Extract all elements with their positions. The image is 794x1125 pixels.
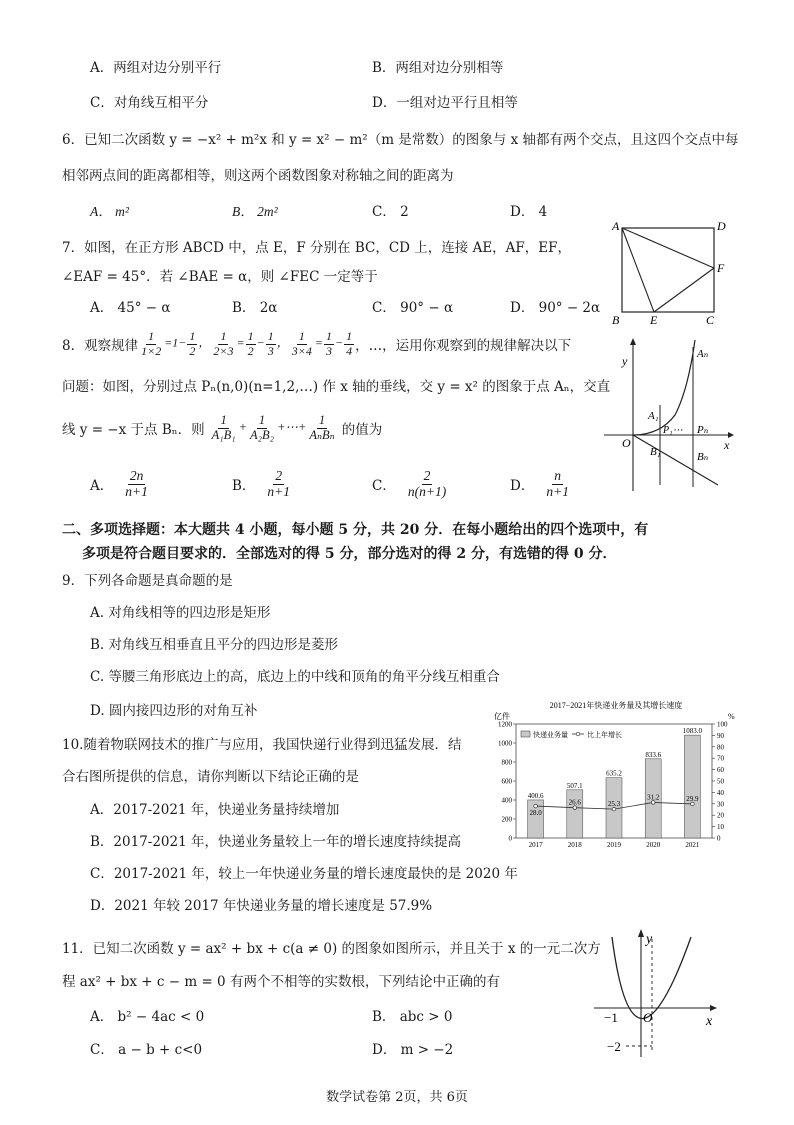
parabola-curve <box>633 340 695 435</box>
bar-value-label: 833.6 <box>645 750 662 759</box>
q10-option-c: C．2017-2021 年，较上一年快递业务量的增长速度最快的是 2020 年 <box>90 866 518 882</box>
section2-line2: 多项是符合题目要求的．全部选对的得 5 分，部分选对的得 2 分，有选错的得 0 分． <box>82 546 617 562</box>
section2-line1: 二、多项选择题：本大题共 4 小题，每小题 5 分，共 20 分．在每小题给出的四个选项中，有 <box>62 522 649 538</box>
q8-frac-den: 3 <box>325 343 332 358</box>
q8-intro: 8．观察规律 <box>62 338 139 354</box>
q8-option-d <box>510 464 572 504</box>
legend-bar-swatch <box>521 731 530 737</box>
q8-line3-tail: 的值为 <box>341 422 383 438</box>
q6-option-a: A． m² <box>90 204 129 219</box>
q8-label-bn: Bₙ <box>697 451 709 463</box>
right-tick-label: 100 <box>717 720 728 729</box>
growth-value-label: 26.6 <box>568 798 581 807</box>
q11-label-x: x <box>706 1014 713 1029</box>
q8-label-o: O <box>622 436 631 450</box>
q8-frac-num: 1 <box>148 329 155 344</box>
q8-sum-den: A₂B₂ <box>250 427 274 442</box>
q7-square-figure <box>610 218 730 328</box>
prev-option-d: D．一组对边平行且相等 <box>372 95 518 111</box>
growth-value-label: 29.9 <box>686 794 699 803</box>
option-num: 2 <box>423 467 431 483</box>
option-label: D． <box>510 478 535 494</box>
q10-stem-line1: 10.随着物联网技术的推广与应用，我国快递行业得到迅猛发展．结 <box>62 737 462 753</box>
prev-option-c: C．对角线互相平分 <box>90 95 209 111</box>
legend-line-marker <box>576 732 580 736</box>
q8-sum-den: A₁B₁ <box>211 427 236 442</box>
q8-option-c <box>372 464 449 504</box>
right-tick-label: 40 <box>717 788 724 797</box>
bar-value-label: 400.6 <box>527 791 544 800</box>
q8-frac-num: 1 <box>189 329 196 344</box>
prev-option-b: B．两组对边分别相等 <box>372 60 504 76</box>
q8-frac-num: 1 <box>267 329 274 344</box>
q8-stem-line2: 问题：如图，分别过点 Pₙ(n,0)(n=1,2,…) 作 x 轴的垂线，交 y = x² 的图象于点 Aₙ，交直 <box>62 379 611 395</box>
q10-option-d: D．2021 年较 2017 年快递业务量的增长速度是 57.9% <box>90 898 433 914</box>
q11-label-neg2: −2 <box>607 1039 621 1054</box>
q8-line1-tail: ，…，运用你观察到的规律解决以下 <box>355 338 572 354</box>
q11-option-a: A． b² − 4ac < 0 <box>90 1009 205 1025</box>
bar-value-label: 635.2 <box>606 769 622 778</box>
left-tick-label: 400 <box>501 796 512 805</box>
q8-sum-op: + <box>238 419 247 434</box>
q8-frac-num: 1 <box>298 329 305 344</box>
q8-eq: = <box>314 335 323 350</box>
q11-parabola-figure <box>590 925 725 1060</box>
q8-frac-num: 1 <box>220 329 227 344</box>
q6-stem-line2: 相邻两点间的距离都相等，则这两个函数图象对称轴之间的距离为 <box>62 168 454 184</box>
legend-bar-label: 快递业务量 <box>533 731 568 739</box>
q6-option-b: B． 2m² <box>232 204 278 219</box>
q8-label-p1: P₁⋯ <box>663 425 683 436</box>
option-den: n+1 <box>267 483 291 499</box>
x-axis-arrow <box>710 1005 717 1011</box>
segment-af <box>622 228 714 268</box>
option-label: B． <box>232 478 256 494</box>
option-label: A． <box>90 478 114 494</box>
q8-sum-num: 1 <box>258 412 266 427</box>
q8-sep: ， <box>276 335 289 350</box>
q7-label-c: C <box>706 313 715 327</box>
q8-frac-den: 3 <box>267 343 274 358</box>
q7-label-f: F <box>717 261 725 275</box>
x-tick-label: 2019 <box>607 841 621 849</box>
growth-value-label: 31.2 <box>647 793 660 802</box>
option-label: C． <box>372 478 396 494</box>
y-axis-arrow <box>630 338 636 345</box>
prev-option-a: A．两组对边分别平行 <box>90 60 222 76</box>
left-tick-label: 1200 <box>498 720 512 729</box>
option-den: n+1 <box>125 483 148 499</box>
q9-option-b: B. 对角线互相垂直且平分的四边形是菱形 <box>90 637 339 653</box>
right-tick-label: 90 <box>717 731 724 740</box>
q8-pattern <box>138 330 355 357</box>
q7-option-b: B． 2α <box>232 300 278 316</box>
q8-label-a1: A₁ <box>648 410 659 422</box>
x-tick-label: 2021 <box>685 841 700 849</box>
q8-eq: − <box>334 335 344 350</box>
q6-stem-line1: 6．已知二次函数 y = −x² + m²x 和 y = x² − m²（m 是常数）的图象与 x 轴都有两个交点，且这四个交点中每 <box>62 132 739 148</box>
q10-stem-line2: 合右图所提供的信息，请你判断以下结论正确的是 <box>62 769 359 785</box>
right-tick-label: 60 <box>717 766 724 775</box>
q8-eq: − <box>256 335 265 350</box>
q7-option-d: D． 90° − 2α <box>510 300 601 316</box>
right-tick-label: 0 <box>717 834 721 843</box>
q11-label-neg1: −1 <box>604 1010 618 1025</box>
chart-ylabel-left: 亿件 <box>494 712 510 721</box>
growth-point <box>534 804 538 808</box>
q8-frac-num: 1 <box>325 329 332 344</box>
segment-ae <box>622 228 654 312</box>
bar <box>684 735 700 838</box>
left-tick-label: 600 <box>501 777 512 786</box>
q8-label-b1: B₁ <box>650 446 661 458</box>
express-delivery-chart <box>488 697 743 850</box>
q8-label-x: x <box>724 438 730 452</box>
q8-frac-den: 2 <box>247 343 254 358</box>
option-num: n <box>554 467 562 483</box>
q7-label-a: A <box>612 219 620 233</box>
q8-frac-den: 1×2 <box>141 343 162 358</box>
chart-legend <box>521 730 622 739</box>
right-tick-label: 70 <box>717 754 724 763</box>
q8-eq: = <box>236 335 245 350</box>
q8-frac-den: 2 <box>189 343 196 358</box>
growth-value-label: 25.3 <box>607 800 621 809</box>
q8-frac-den: 2×3 <box>213 343 234 358</box>
right-tick-label: 10 <box>717 823 724 832</box>
q7-option-a: A． 45° − α <box>90 300 171 316</box>
bar-value-label: 1083.0 <box>682 727 703 736</box>
option-num: 2n <box>129 467 144 483</box>
right-tick-label: 30 <box>717 800 724 809</box>
option-den: n+1 <box>546 483 569 499</box>
option-num: 2 <box>275 467 283 483</box>
bar <box>567 790 583 838</box>
q8-frac-den: 4 <box>346 343 353 358</box>
q8-option-b <box>232 464 293 504</box>
q9-stem: 9．下列各命题是真命题的是 <box>62 573 233 589</box>
q7-label-b: B <box>612 313 620 327</box>
q8-stem-line1 <box>62 327 571 361</box>
option-den: n(n+1) <box>407 483 447 499</box>
q11-label-y: y <box>646 932 653 947</box>
q8-sep: ， <box>198 335 211 350</box>
q9-option-c: C. 等腰三角形底边上的高，底边上的中线和顶角的角平分线互相重合 <box>90 669 500 685</box>
q11-stem-line1: 11．已知二次函数 y = ax² + bx + c(a ≠ 0) 的图象如图所示，并且关于 x 的一元二次方 <box>62 941 601 957</box>
q7-stem-line2: ∠EAF = 45°．若 ∠BAE = α，则 ∠FEC 一定等于 <box>62 269 378 285</box>
q7-stem-line1: 7．如图，在正方形 ABCD 中，点 E，F 分别在 BC，CD 上，连接 AE，AF，EF， <box>62 240 572 256</box>
left-tick-label: 0 <box>508 834 512 843</box>
bar-value-label: 507.1 <box>566 781 583 790</box>
q8-label-pn: Pₙ <box>697 424 709 436</box>
page-footer: 数学试卷第 2页，共 6页 <box>326 1090 468 1105</box>
right-tick-label: 20 <box>717 811 724 820</box>
q9-option-a: A. 对角线相等的四边形是矩形 <box>90 605 271 621</box>
left-tick-label: 800 <box>501 758 512 767</box>
x-tick-label: 2017 <box>528 841 543 849</box>
square-abcd <box>622 228 714 312</box>
q11-option-b: B． abc > 0 <box>372 1009 453 1025</box>
q8-frac-num: 1 <box>247 329 254 344</box>
q11-option-d: D． m > −2 <box>372 1042 454 1058</box>
q11-label-o: O <box>643 1010 653 1025</box>
chart-ylabel-right: % <box>728 712 735 721</box>
q6-option-c: C． 2 <box>372 204 409 220</box>
chart-bars <box>528 727 703 849</box>
q8-sum-op: +⋯+ <box>276 419 307 434</box>
q8-sum-num: 1 <box>318 412 326 427</box>
q8-option-a <box>90 464 151 504</box>
segment-ef <box>654 268 714 312</box>
q7-label-e: E <box>650 313 658 327</box>
q11-stem-line2: 程 ax² + bx + c − m = 0 有两个不相等的实数根，下列结论中正确的有 <box>62 974 500 990</box>
q8-sum <box>209 414 338 443</box>
q8-graph-figure <box>600 335 740 495</box>
q7-option-c: C． 90° − α <box>372 300 454 316</box>
q8-label-y: y <box>622 354 628 368</box>
y-axis-arrow <box>638 929 644 937</box>
q7-label-d: D <box>717 219 726 233</box>
q6-option-d: D． 4 <box>510 204 548 220</box>
q8-eq: =1− <box>164 335 187 350</box>
left-tick-label: 200 <box>501 815 512 824</box>
growth-value-label: 28.0 <box>529 809 542 818</box>
left-tick-label: 1000 <box>498 739 512 748</box>
q8-line3-head: 线 y = −x 于点 Bₙ．则 <box>62 422 205 438</box>
q10-option-b: B．2017-2021 年，快递业务量较上一年的增长速度持续提高 <box>90 834 461 850</box>
q8-label-an: Aₙ <box>697 348 709 360</box>
q11-option-c: C． a − b + c<0 <box>90 1042 203 1058</box>
q8-sum-num: 1 <box>220 412 227 427</box>
q8-frac-den: 3×4 <box>291 343 312 358</box>
right-tick-label: 50 <box>717 777 724 786</box>
parabola-curve <box>612 937 691 1019</box>
x-tick-label: 2018 <box>567 841 582 849</box>
legend-line-label: 比上年增长 <box>587 731 622 739</box>
q9-option-d: D. 圆内接四边形的对角互补 <box>90 703 258 719</box>
q8-stem-line3 <box>62 408 382 448</box>
right-tick-label: 80 <box>717 743 724 752</box>
q10-option-a: A．2017-2021 年，快递业务量持续增加 <box>90 802 340 818</box>
q8-frac-num: 1 <box>346 329 353 344</box>
chart-title: 2017−2021年快递业务量及其增长速度 <box>549 701 683 710</box>
q8-sum-den: AₙBₙ <box>309 427 335 442</box>
x-tick-label: 2020 <box>646 841 661 849</box>
